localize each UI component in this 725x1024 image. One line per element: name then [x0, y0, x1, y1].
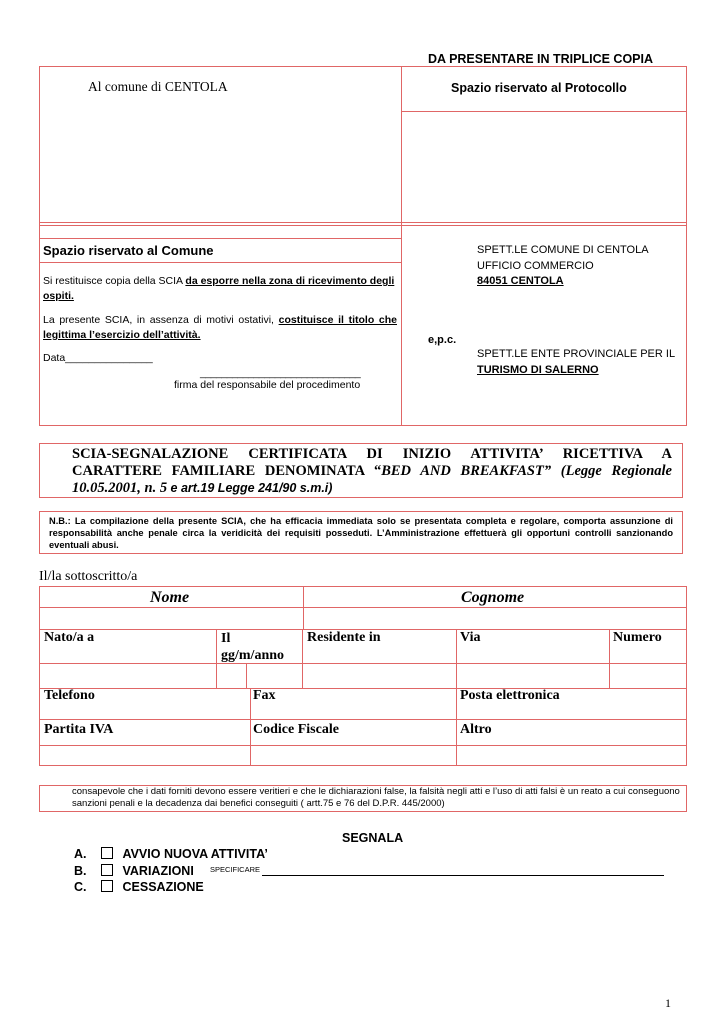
- addressee-line1: SPETT.LE COMUNE DI CENTOLA: [477, 244, 649, 256]
- option-c-label: CESSAZIONE: [122, 880, 204, 894]
- grid-line-1: [39, 607, 687, 608]
- title-line3-b: e art.19 Legge 241/90 s.m.i): [167, 481, 333, 495]
- option-c-checkbox[interactable]: [101, 880, 113, 892]
- title-line1: SCIA-SEGNALAZIONE CERTIFICATA DI INIZIO ATTIVITA’ RICETTIVA A: [72, 446, 672, 462]
- specificare-line[interactable]: [262, 875, 664, 876]
- grid-v-3: [456, 629, 457, 688]
- specificare-label: SPECIFICARE: [210, 865, 261, 874]
- title-line3-a: 10.05.2001, n. 5: [72, 480, 168, 496]
- option-b-label: VARIAZIONI: [122, 864, 194, 878]
- residente-label: Residente in: [307, 630, 381, 645]
- grid-v-1b: [246, 663, 247, 688]
- option-b-letter: B.: [74, 864, 87, 878]
- addressee-line2: UFFICIO COMMERCIO: [477, 259, 594, 272]
- protocol-divider: [401, 111, 687, 112]
- addressee-epc-block: [477, 347, 675, 378]
- nome-label: Nome: [150, 589, 190, 606]
- piva-label: Partita IVA: [44, 722, 114, 737]
- title-bb: BED AND BREAKFAST: [381, 463, 544, 479]
- segnala-title: SEGNALA: [342, 831, 404, 845]
- grid-line-5: [39, 719, 687, 720]
- via-label: Via: [460, 630, 481, 645]
- title-line3: [72, 480, 672, 497]
- grid-line-3: [39, 663, 687, 664]
- email-label: Posta elettronica: [460, 688, 560, 703]
- option-b-checkbox[interactable]: [101, 864, 113, 876]
- addressee-line4: SPETT.LE ENTE PROVINCIALE PER IL: [477, 348, 676, 360]
- grid-v-4: [609, 629, 610, 688]
- grid-v-6: [456, 688, 457, 766]
- page-number: 1: [665, 996, 671, 1010]
- triplicate-note: DA PRESENTARE IN TRIPLICE COPIA: [428, 52, 654, 66]
- data-field: Data_______________: [43, 352, 153, 364]
- option-a-checkbox[interactable]: [101, 847, 113, 859]
- comune-title-underline: [39, 262, 401, 263]
- addressee-block: [477, 243, 649, 290]
- title-line2-c: ” (Legge Regionale: [543, 463, 672, 479]
- option-a-letter: A.: [74, 847, 87, 861]
- comune-title: Spazio riservato al Comune: [43, 243, 214, 258]
- signature-line: ______________________________: [200, 367, 361, 379]
- title-line2-a: CARATTERE FAMILIARE DENOMINATA “: [72, 463, 382, 479]
- validity-note: [43, 313, 397, 343]
- nato-label: Nato/a a: [44, 630, 95, 645]
- option-b[interactable]: [74, 864, 194, 878]
- recipient: Al comune di CENTOLA: [88, 79, 228, 94]
- il-label: [221, 630, 284, 664]
- grid-line-6: [39, 745, 687, 746]
- option-a[interactable]: [74, 847, 268, 861]
- grid-line-4: [39, 688, 687, 689]
- option-c[interactable]: [74, 880, 204, 894]
- scia-title: [72, 446, 672, 497]
- option-c-letter: C.: [74, 880, 87, 894]
- para2-bold: costituisce il titolo che legittima l’esercizio dell’attività.: [43, 314, 397, 341]
- epc-label: e,p.c.: [428, 334, 457, 346]
- grid-v-5: [250, 688, 251, 766]
- title-line2: [72, 463, 672, 480]
- para2-text: La presente SCIA, in assenza di motivi ostativi,: [43, 314, 279, 326]
- grid-v-name: [303, 586, 304, 629]
- date-format: gg/m/anno: [221, 648, 285, 663]
- fax-label: Fax: [253, 688, 276, 703]
- il-text: Il: [221, 631, 231, 646]
- addressee-cap: 84051 CENTOLA: [477, 275, 564, 287]
- telefono-label: Telefono: [44, 688, 95, 703]
- grid-v-1: [216, 629, 217, 688]
- numero-label: Numero: [613, 630, 662, 645]
- para1-bold: da esporre nella zona di ricevimento degli ospiti.: [43, 275, 395, 302]
- cf-label: Codice Fiscale: [253, 722, 339, 737]
- altro-label: Altro: [460, 722, 492, 737]
- grid-v-2: [302, 629, 303, 688]
- cognome-label: Cognome: [461, 589, 525, 606]
- addressee-line5: TURISMO DI SALERNO: [477, 363, 599, 376]
- personal-data-grid: [39, 586, 687, 766]
- nb-text: N.B.: La compilazione della presente SCIA, che ha efficacia immediata solo se presentata completa e regolare, comporta assunzione di responsabilità anche penale circa la veridicità dei requisiti posseduti. L’Amministrazione effettuerà gli opportuni controlli sanzionando eventuali abusi.: [49, 516, 673, 550]
- signature-caption: firma del responsabile del procedimento: [174, 379, 361, 391]
- form-intro: Il/la sottoscritto/a: [39, 569, 138, 584]
- return-copy-note: [43, 274, 397, 304]
- para1-text: Si restituisce copia della SCIA: [43, 275, 186, 287]
- option-a-label: AVVIO NUOVA ATTIVITA’: [122, 847, 268, 861]
- protocol-label: Spazio riservato al Protocollo: [451, 81, 627, 95]
- declaration-text: consapevole che i dati forniti devono essere veritieri e che le dichiarazioni false, la falsità negli atti e l’uso di atti falsi è un reato a cui conseguono sanzioni penali e la decadenza dai benefici conseguiti ( artt.75 e 76 del D.P.R. 445/2000): [72, 786, 680, 809]
- comune-divider: [39, 238, 401, 239]
